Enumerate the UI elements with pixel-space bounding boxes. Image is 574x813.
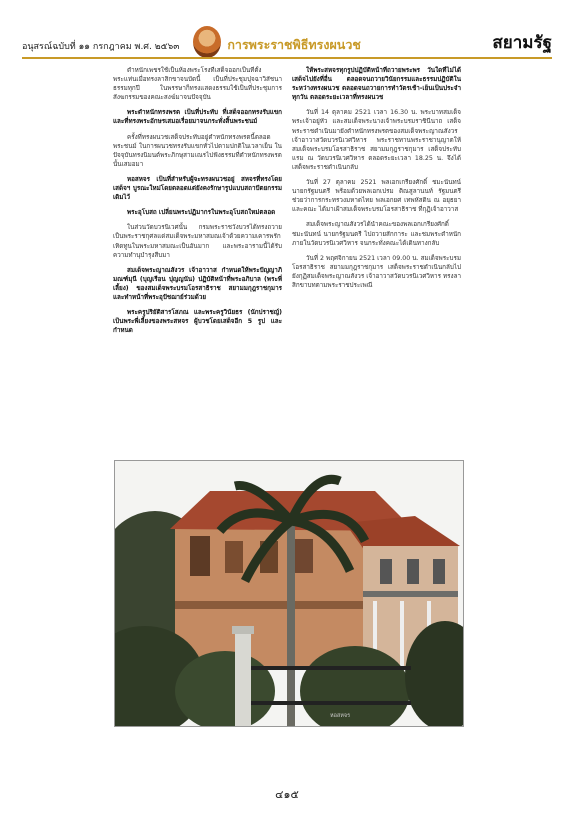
paragraph: สมเด็จพระญาณสังวรได้นำคณะของพลเอกเกรียงศักดิ์ ชมะนันทน์ นายกรัฐมนตรี ไปถวายสักการะ และชมพระตำหนักภายในวัดบวรนิเวศวิหาร จนกระทั่งคณะได้เดินทางกลับ (292, 221, 461, 247)
paragraph: หอสหจร เป็นที่สำหรับผู้จะทรงผนวชอยู่ สหจรที่ทรงโดยเสด็จฯ บูรณะใหม่โดยตลอดแต่ยังคงรักษารูปแบบสถาปัตยกรรมเดิมไว้ (113, 175, 282, 202)
publication-logo: สยามรัฐ (492, 32, 552, 53)
page-number: ๔๑๕ (275, 788, 299, 801)
header-rule (22, 57, 552, 59)
paragraph: พระอุโบสถ เปลี่ยนพระปฏิมากรในพระอุโบสถใหม่ตลอด (127, 209, 276, 217)
hor-sahachon-building-image (115, 461, 463, 726)
building-photo (114, 460, 464, 727)
paragraph: วันที่ 14 ตุลาคม 2521 เวลา 16.30 น. พระบาทสมเด็จพระเจ้าอยู่หัว และสมเด็จพระนางเจ้าพระบรมราชินีนาถ เสด็จพระราชดำเนินมายังตำหนักทรงพรตของสมเด็จพระญาณสังวร เจ้าอาวาสวัดบวรนิเวศวิหาร พระราชทานพระราชานุญาตให้สมเด็จพระบรมโอรสาธิราช สยามมกุฎราชกุมาร เสด็จประทับแรม ณ วัดบวรนิเวศวิหาร ตลอดระยะเวลา 18.25 น. จึงได้เสด็จพระราชดำเนินกลับ (292, 109, 461, 171)
paragraph: พระครูปริยัติสารโสภณ และพระครูวินัยธร (นักปราชญ์) เป็นพระพี่เลี้ยงของพระสหจร ผู้บวชโดยเสด็จอีก 5 รูป และกำหนด (113, 309, 282, 335)
article-body (113, 66, 461, 461)
page-header (22, 24, 552, 60)
paragraph: พระตำหนักทรงพรต เป็นที่ประทับ ที่เสด็จออกทรงรับแขก และที่ทรงพระอักษรเสมอเรื่อยมาจนกระทั่งสิ้นพระชนม์ (113, 109, 282, 126)
paragraph: วันที่ 2 พฤศจิกายน 2521 เวลา 09.00 น. สมเด็จพระบรมโอรสาธิราช สยามมกุฎราชกุมาร เสด็จพระราชดำเนินกลับไปยังกุฏิสมเด็จพระญาณสังวร เจ้าอาวาสวัดบวรนิเวศวิหาร ทรงลาสิกขาบทตามพระราชประเพณี (292, 254, 461, 289)
column-right (292, 66, 461, 461)
paragraph: ครั้งที่ทรงผนวชเสด็จประทับอยู่ตำหนักทรงพรตนี้ตลอดพระชนม์ ในการผนวชทรงรับแขกทั่วไปตามปกติในเวลาเย็น ในปัจจุบันทรงนิมนต์พระภิกษุสามเณรไปฟังธรรมที่ตำหนักทรงพรตนั้นเสมอมา (113, 133, 282, 168)
monk-portrait-icon (193, 26, 221, 58)
section-title: การพระราชพิธีทรงผนวช (227, 37, 361, 52)
paragraph: ให้พระสหจรทุกรูปปฏิบัติหน้าที่ถวายพระพร วันใดที่ไม่ได้เสด็จไปยังที่อื่น ตลอดจนถวายวินัยกรรมและธรรมปฏิบัติในระหว่างทรงผนวช ตลอดจนถวายการทำวัตรเช้า-เย็นเป็นประจำทุกวัน ตลอดระยะเวลาที่ทรงผนวช (292, 67, 461, 102)
paragraph: สมเด็จพระญาณสังวร เจ้าอาวาส กำหนดให้พระปัญญาภิมณฑ์มุนี (บุญเรือน ปุญญนัน) ปฏิบัติหน้าที่พระอภิบาล (พระพี่เลี้ยง) ของสมเด็จพระบรมโอรสาธิราช สยามมกุฎราชกุมาร และทำหน้าที่พระอุปัชฌาย์ร่วมด้วย (113, 266, 282, 301)
paragraph: วันที่ 27 ตุลาคม 2521 พลเอกเกรียงศักดิ์ ชมะนันทน์ นายกรัฐมนตรี พร้อมด้วยพลเอกเปรม ติณสูลานนท์ รัฐมนตรีช่วยว่าการกระทรวงมหาดไทย พลเอกยศ เทพหัสดิน ณ อยุธยา และคณะ ได้มาเฝ้าสมเด็จพระบรมโอรสาธิราช ที่กุฏิเจ้าอาวาส (292, 179, 461, 214)
paragraph: ตำหนักเพชรใช้เป็นห้องพระโรงที่เสด็จออกเป็นที่ตั้งพระแท่นเมื่อทรงลาสิกขาจนบัดนี้ เป็นที่ประชุมปุจฉาวิสัชนาธรรมทุกปี ในพรรษาก็ทรงแสดงธรรมใช้เป็นที่ประชุมการสังฆกรรมของคณะสงฆ์มาจนปัจจุบัน (113, 67, 282, 102)
paragraph: ในส่วนวัดบวรนิเวศนั้น กรมพระราชวังบวรได้ทรงถวายเป็นพระราชกุศลแด่สมเด็จพระมหาสมณเจ้าด้วยความเคารพรักเทิดทูนในพระมหาสมณะเป็นอันมาก และพระอารามนี้ได้รับความทำนุบำรุงสืบมา (113, 224, 282, 259)
issue-line: อนุสรณ์ฉบับที่ ๑๑ กรกฎาคม พ.ศ. ๒๕๖๓ (22, 42, 180, 52)
photo-caption: หอสหจร (330, 713, 351, 719)
column-left (113, 66, 282, 461)
